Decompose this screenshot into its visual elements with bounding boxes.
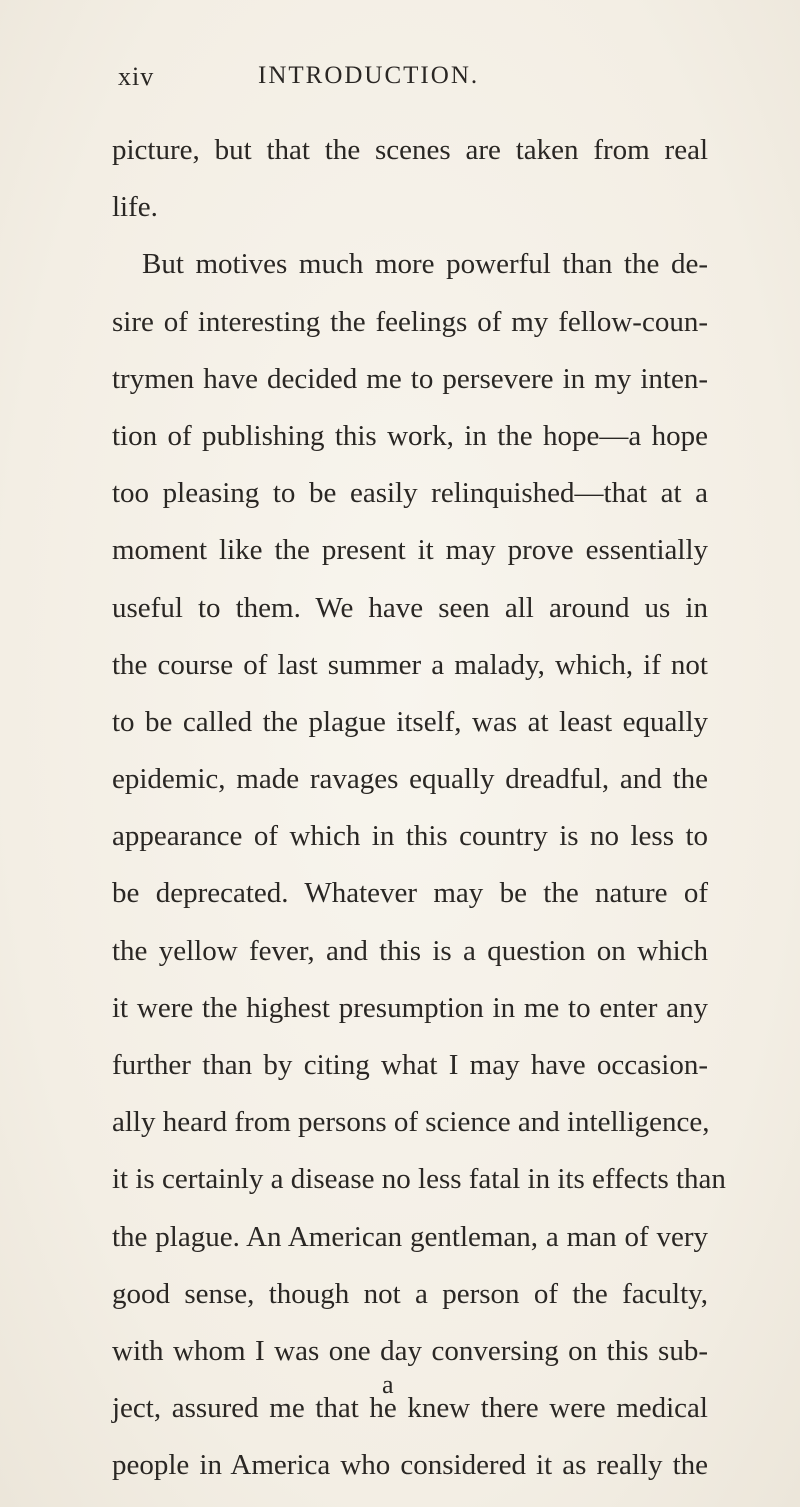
text-line: too pleasing to be easily relinquished—that at a bbox=[112, 477, 708, 510]
page-number: xiv bbox=[118, 62, 155, 91]
text-line: life. bbox=[112, 191, 158, 224]
running-head bbox=[118, 62, 678, 102]
text-line: ally heard from persons of science and intelligence, bbox=[112, 1106, 710, 1139]
text-line: be deprecated. Whatever may be the nature of bbox=[112, 877, 708, 910]
signature-mark: a bbox=[382, 1370, 394, 1399]
body-text bbox=[112, 122, 726, 1495]
text-line: the plague. An American gentleman, a man of very bbox=[112, 1220, 708, 1253]
text-line: sire of interesting the feelings of my fellow-coun- bbox=[112, 305, 708, 338]
text-line: to be called the plague itself, was at least equally bbox=[112, 705, 708, 738]
text-line: with whom I was one day conversing on this sub- bbox=[112, 1334, 708, 1367]
text-line: appearance of which in this country is no less to bbox=[112, 820, 708, 853]
text-line: good sense, though not a person of the faculty, bbox=[112, 1277, 708, 1310]
text-line: ject, assured me that he knew there were medical bbox=[112, 1392, 708, 1425]
text-line: further than by citing what I may have occasion- bbox=[112, 1049, 708, 1081]
text-line: But motives much more powerful than the de- bbox=[142, 248, 708, 281]
text-line: epidemic, made ravages equally dreadful, and the bbox=[112, 763, 708, 796]
text-line: it were the highest presumption in me to enter any bbox=[112, 991, 708, 1024]
text-line: the course of last summer a malady, which, if not bbox=[112, 648, 708, 681]
text-line: moment like the present it may prove essentially bbox=[112, 534, 708, 567]
text-line: trymen have decided me to persevere in my inten- bbox=[112, 362, 708, 395]
text-line: picture, but that the scenes are taken from real bbox=[112, 134, 708, 166]
text-line: it is certainly a disease no less fatal in its effects than bbox=[112, 1163, 726, 1196]
running-head-title: INTRODUCTION. bbox=[258, 62, 480, 89]
text-line: the yellow fever, and this is a question on which bbox=[112, 934, 708, 967]
text-line: tion of publishing this work, in the hope—a hope bbox=[112, 419, 708, 452]
text-line: people in America who considered it as really the bbox=[112, 1449, 708, 1482]
text-line: useful to them. We have seen all around us in bbox=[112, 591, 708, 624]
